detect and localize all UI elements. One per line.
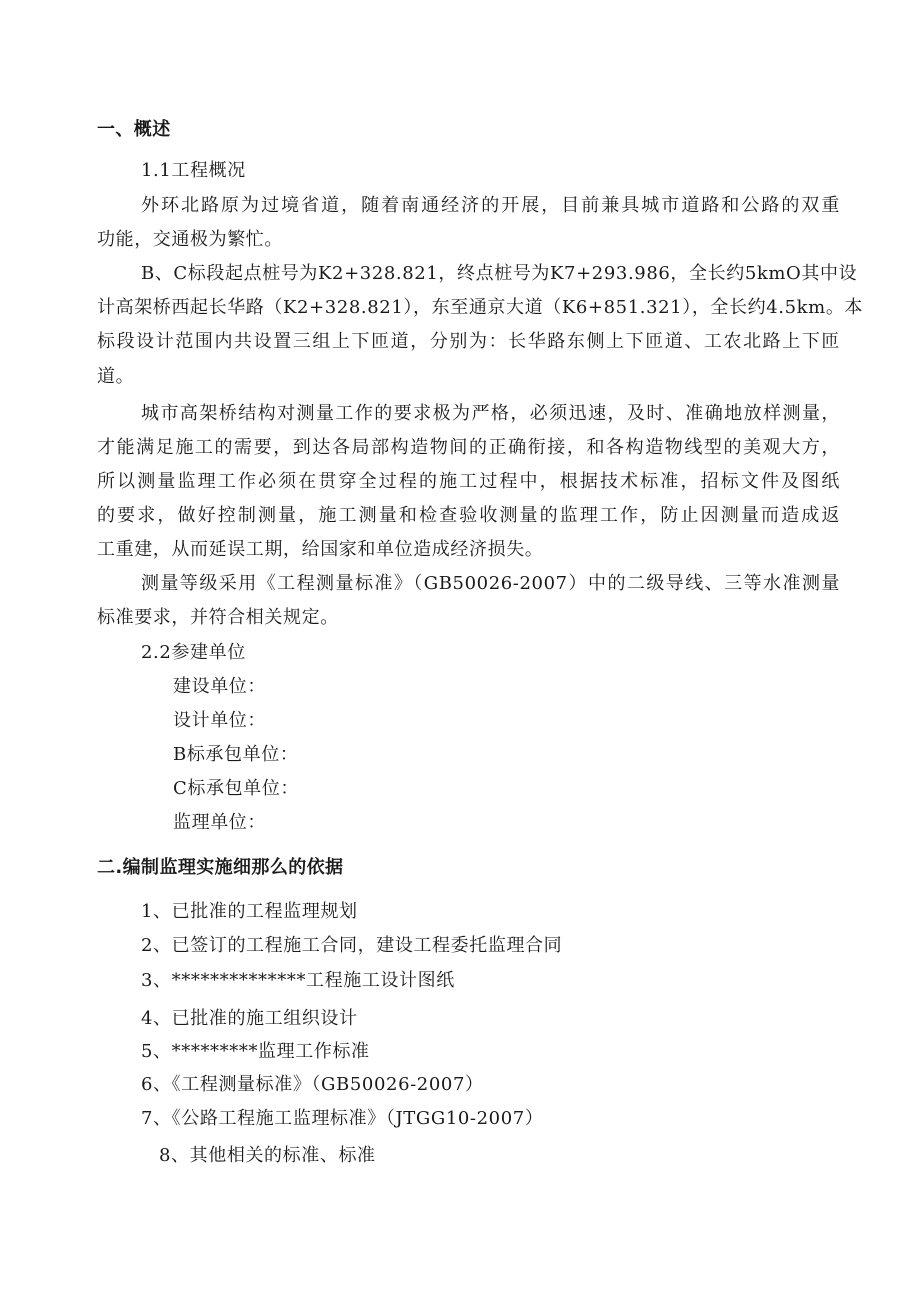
para-3-line-1: 城市高架桥结构对测量工作的要求极为严格，必须迅速，及时、准确地放样测量， [141, 403, 840, 424]
basis-item-3: 3、**************工程施工设计图纸 [141, 970, 455, 991]
para-2-line-1: B、C标段起点桩号为K2+328.821，终点桩号为K7+293.986，全长约5kmO其中设 [141, 263, 858, 284]
unit-contractor-c: C标承包单位： [173, 778, 299, 799]
basis-item-7: 7、《公路工程施工监理标准》（JTGG10-2007） [141, 1108, 544, 1129]
basis-item-2: 2、已签订的工程施工合同，建设工程委托监理合同 [141, 935, 563, 956]
unit-construction: 建设单位： [173, 676, 266, 697]
para-4-line-1: 测量等级采用《工程测量标准》（GB50026-2007）中的二级导线、三等水准测量 [141, 573, 840, 594]
basis-item-5: 5、*********监理工作标准 [141, 1041, 370, 1062]
para-3-line-3: 所以测量监理工作必须在贯穿全过程的施工过程中，根据技术标准，招标文件及图纸 [97, 471, 840, 492]
section-2-heading: 二.编制监理实施细那么的依据 [97, 857, 344, 878]
subsection-2-2-heading: 2.2参建单位 [141, 642, 246, 663]
unit-design: 设计单位： [173, 710, 266, 731]
unit-contractor-b: B标承包单位： [173, 744, 299, 765]
section-1-heading: 一、概述 [97, 119, 171, 140]
basis-item-1: 1、已批准的工程监理规划 [141, 901, 358, 922]
unit-supervision: 监理单位： [173, 812, 266, 833]
subsection-1-1-heading: 1.1工程概况 [141, 160, 246, 181]
para-2-line-3: 标段设计范围内共设置三组上下匝道，分别为：长华路东侧上下匝道、工农北路上下匝 [97, 331, 840, 352]
para-1-line-2: 功能，交通极为繁忙。 [97, 229, 283, 250]
para-2-line-4: 道。 [97, 366, 135, 387]
para-3-line-4: 的要求，做好控制测量，施工测量和检查验收测量的监理工作，防止因测量而造成返 [97, 505, 840, 526]
para-2-line-2: 计高架桥西起长华路（K2+328.821），东至通京大道（K6+851.321），全长约4.5km。本 [97, 297, 864, 318]
para-1-line-1: 外环北路原为过境省道，随着南通经济的开展，目前兼具城市道路和公路的双重 [141, 195, 840, 216]
para-4-line-2: 标准要求，并符合相关规定。 [97, 607, 339, 628]
para-3-line-5: 工重建，从而延误工期，给国家和单位造成经济损失。 [97, 539, 544, 560]
basis-item-4: 4、已批准的施工组织设计 [141, 1008, 358, 1029]
para-3-line-2: 才能满足施工的需要，到达各局部构造物间的正确衔接，和各构造物线型的美观大方， [97, 437, 840, 458]
basis-item-8: 8、其他相关的标准、标准 [159, 1145, 376, 1166]
basis-item-6: 6、《工程测量标准》（GB50026-2007） [141, 1074, 484, 1095]
